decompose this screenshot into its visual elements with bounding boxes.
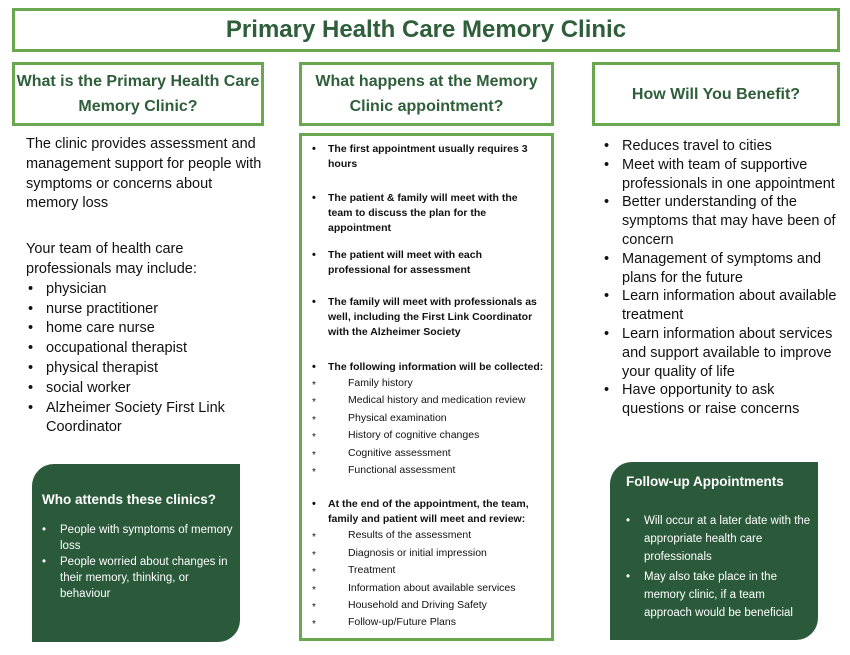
clinic-description-column [26, 135, 266, 438]
spacer [310, 340, 545, 360]
list-item: • Learn information about available treatment [602, 287, 838, 325]
sub-list-item: * Diagnosis or initial impression [310, 545, 545, 562]
list-item: • Learn information about services and support available to improve your quality of life [602, 325, 838, 381]
page-title: Primary Health Care Memory Clinic [225, 16, 627, 43]
list-item: • May also take place in the memory clinic, if a team approach would be beneficial [624, 568, 814, 622]
appointment-list [310, 142, 545, 632]
team-list [26, 280, 266, 438]
who-attends-title: Who attends these clinics? [42, 492, 217, 507]
sub-list-item: * Medical history and medication review [310, 392, 545, 409]
list-item: • physician [26, 280, 266, 300]
sub-list-item: * Family history [310, 375, 545, 392]
list-item: • Alzheimer Society First Link Coordinator [26, 399, 266, 439]
header-what-happens: What happens at the Memory Clinic appointment? [299, 62, 554, 126]
header-what-is: What is the Primary Health Care Memory Clinic? [12, 62, 264, 126]
who-attends-list [40, 522, 235, 602]
spacer [310, 278, 545, 290]
sub-list-item: * Results of the assessment [310, 527, 545, 544]
title-banner [12, 8, 840, 52]
spacer [310, 172, 545, 191]
appointment-details-box [299, 133, 554, 641]
list-item: • At the end of the appointment, the team, family and patient will meet and review: [310, 497, 545, 527]
sub-list-item: * Functional assessment [310, 462, 545, 479]
list-item: • Will occur at a later date with the appropriate health care professionals [624, 512, 814, 566]
list-item: • Reduces travel to cities [602, 137, 838, 156]
benefits-column [602, 137, 838, 419]
follow-up-panel [610, 462, 818, 640]
spacer [310, 479, 545, 497]
list-item: • nurse practitioner [26, 300, 266, 320]
list-item: • home care nurse [26, 319, 266, 339]
sub-list-item: * Cognitive assessment [310, 445, 545, 462]
sub-list-item: * Physical examination [310, 410, 545, 427]
list-item: • People with symptoms of memory loss [40, 522, 235, 554]
list-item: • Have opportunity to ask questions or raise concerns [602, 381, 838, 419]
list-item: • People worried about changes in their memory, thinking, or behaviour [40, 554, 235, 602]
list-item: • The first appointment usually requires 3 hours [310, 142, 545, 172]
sub-list-item: * Follow-up/Future Plans [310, 614, 545, 631]
list-item: • The patient will meet with each professional for assessment [310, 248, 545, 278]
team-intro: Your team of health care professionals may include: [26, 241, 197, 277]
list-item: • Management of symptoms and plans for the future [602, 250, 838, 288]
list-item: • The patient & family will meet with the team to discuss the plan for the appointment [310, 191, 545, 236]
list-item: • Meet with team of supportive professionals in one appointment [602, 156, 838, 194]
clinic-intro: The clinic provides assessment and management support for people with symptoms or concerns about memory loss [26, 136, 262, 212]
sub-list-item: * Information about available services [310, 580, 545, 597]
sub-list-item: * Treatment [310, 562, 545, 579]
list-item: • Better understanding of the symptoms that may have been of concern [602, 193, 838, 249]
list-item: • physical therapist [26, 359, 266, 379]
sub-list-item: * Household and Driving Safety [310, 597, 545, 614]
list-item: • occupational therapist [26, 339, 266, 359]
list-item: • The family will meet with professionals as well, including the First Link Coordinator with the Alzheimer Society [310, 295, 545, 340]
list-item: • The following information will be collected: [310, 360, 545, 375]
follow-up-list [624, 512, 814, 622]
spacer [310, 236, 545, 248]
who-attends-panel [32, 464, 240, 642]
sub-list-item: * History of cognitive changes [310, 427, 545, 444]
list-item: • social worker [26, 379, 266, 399]
header-benefits: How Will You Benefit? [592, 62, 840, 126]
follow-up-title: Follow-up Appointments [626, 474, 784, 489]
benefits-list [602, 137, 838, 419]
